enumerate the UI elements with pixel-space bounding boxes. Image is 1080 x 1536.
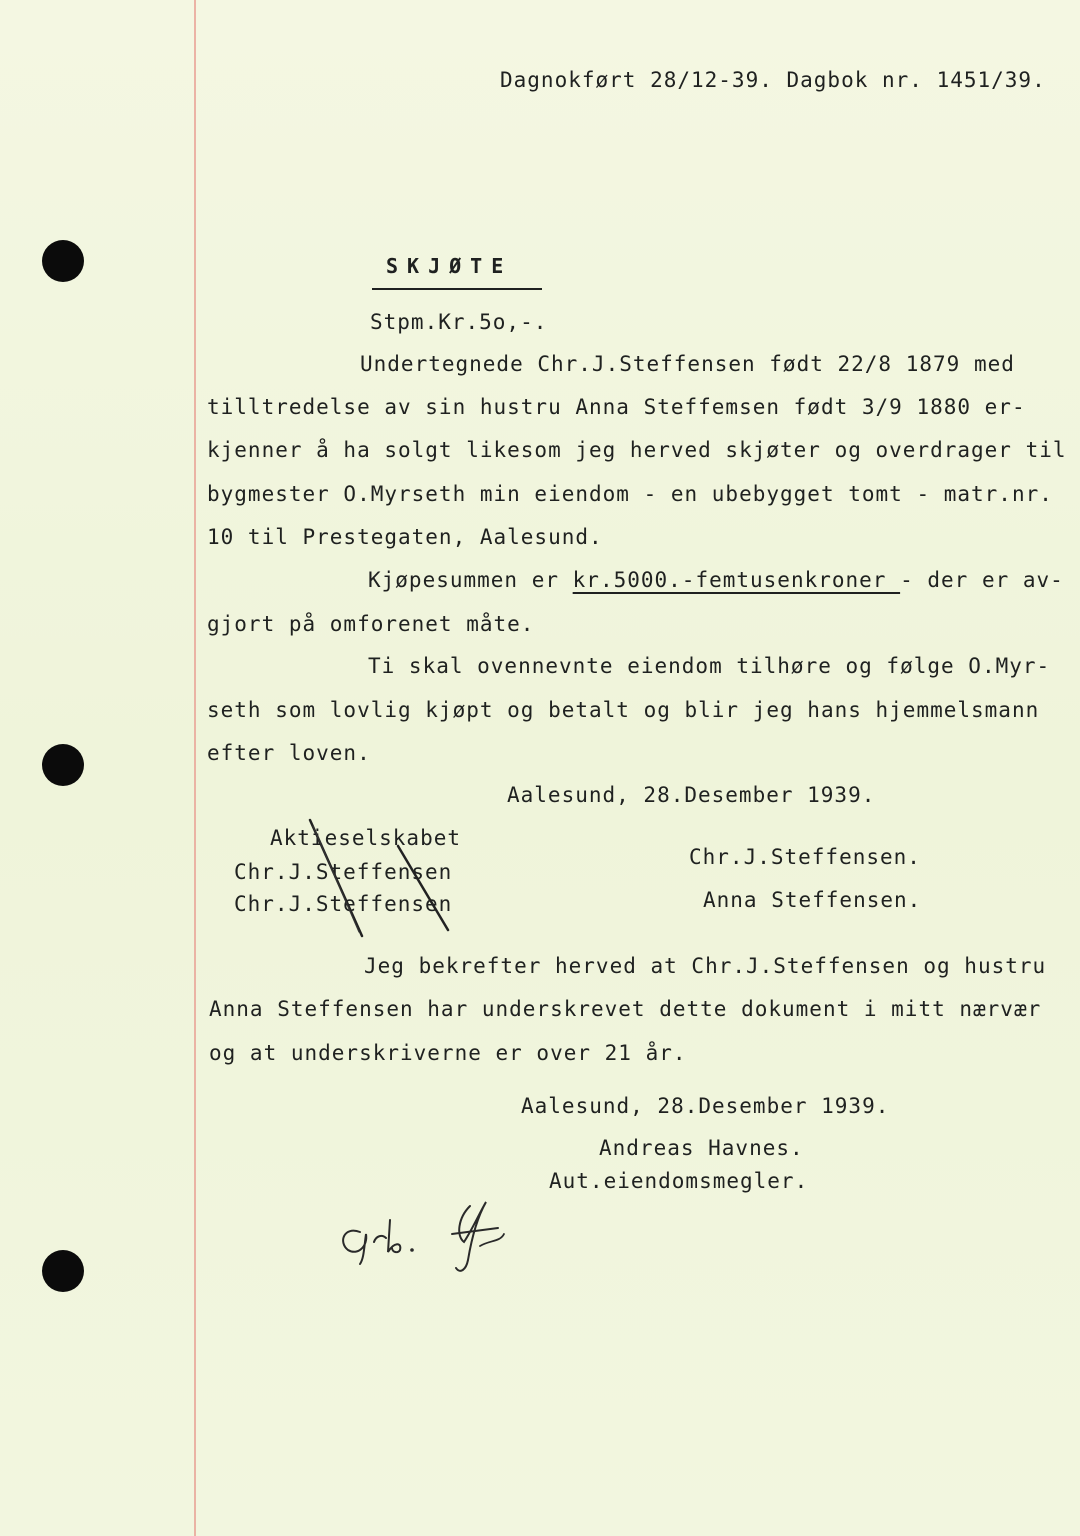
company-signature-line-3: Chr.J.Steffensen [234, 892, 453, 916]
place-date-1: Aalesund, 28.Desember 1939. [507, 783, 876, 807]
place-date-2: Aalesund, 28.Desember 1939. [521, 1094, 890, 1118]
price-prefix: Kjøpesummen er [368, 568, 573, 592]
company-signature-line-2: Chr.J.Steffensen [234, 860, 453, 884]
seller-signature-2: Anna Steffensen. [703, 888, 922, 912]
company-signature-line-1: Aktieselskabet [270, 826, 462, 850]
transfer-line-3: efter loven. [207, 741, 371, 765]
body-line-4: bygmester O.Myrseth min eiendom - en ubebygget tomt - matr.nr. [207, 482, 1053, 506]
journal-header: Dagnokført 28/12-39. Dagbok nr. 1451/39. [500, 68, 1046, 92]
body-line-2: tilltredelse av sin hustru Anna Steffemsen født 3/9 1880 er- [207, 395, 1026, 419]
transfer-line-1: Ti skal ovennevnte eiendom tilhøre og følge O.Myr- [368, 654, 1051, 678]
price-line-2: gjort på omforenet måte. [207, 612, 535, 636]
price-amount: kr.5000.-femtusenkroner [572, 568, 901, 592]
witness-name: Andreas Havnes. [599, 1136, 804, 1160]
handwritten-note-grb [330, 1190, 570, 1280]
witness-line-3: og at underskriverne er over 21 år. [209, 1041, 687, 1065]
body-line-5: 10 til Prestegaten, Aalesund. [207, 525, 603, 549]
stamp-duty: Stpm.Kr.5o,-. [370, 310, 548, 334]
body-line-1: Undertegnede Chr.J.Steffensen født 22/8 1879 med [360, 352, 1015, 376]
transfer-line-2: seth som lovlig kjøpt og betalt og blir jeg hans hjemmelsmann [207, 698, 1040, 722]
body-line-3: kjenner å ha solgt likesom jeg herved skjøter og overdrager til [207, 438, 1067, 462]
seller-signature-1: Chr.J.Steffensen. [689, 845, 921, 869]
witness-line-2: Anna Steffensen har underskrevet dette dokument i mitt nærvær [209, 997, 1042, 1021]
witness-line-1: Jeg bekrefter herved at Chr.J.Steffensen og hustru [364, 954, 1047, 978]
witness-title: Aut.eiendomsmegler. [549, 1169, 809, 1193]
price-suffix: - der er av- [900, 568, 1064, 592]
document-title: SKJØTE [386, 254, 513, 278]
